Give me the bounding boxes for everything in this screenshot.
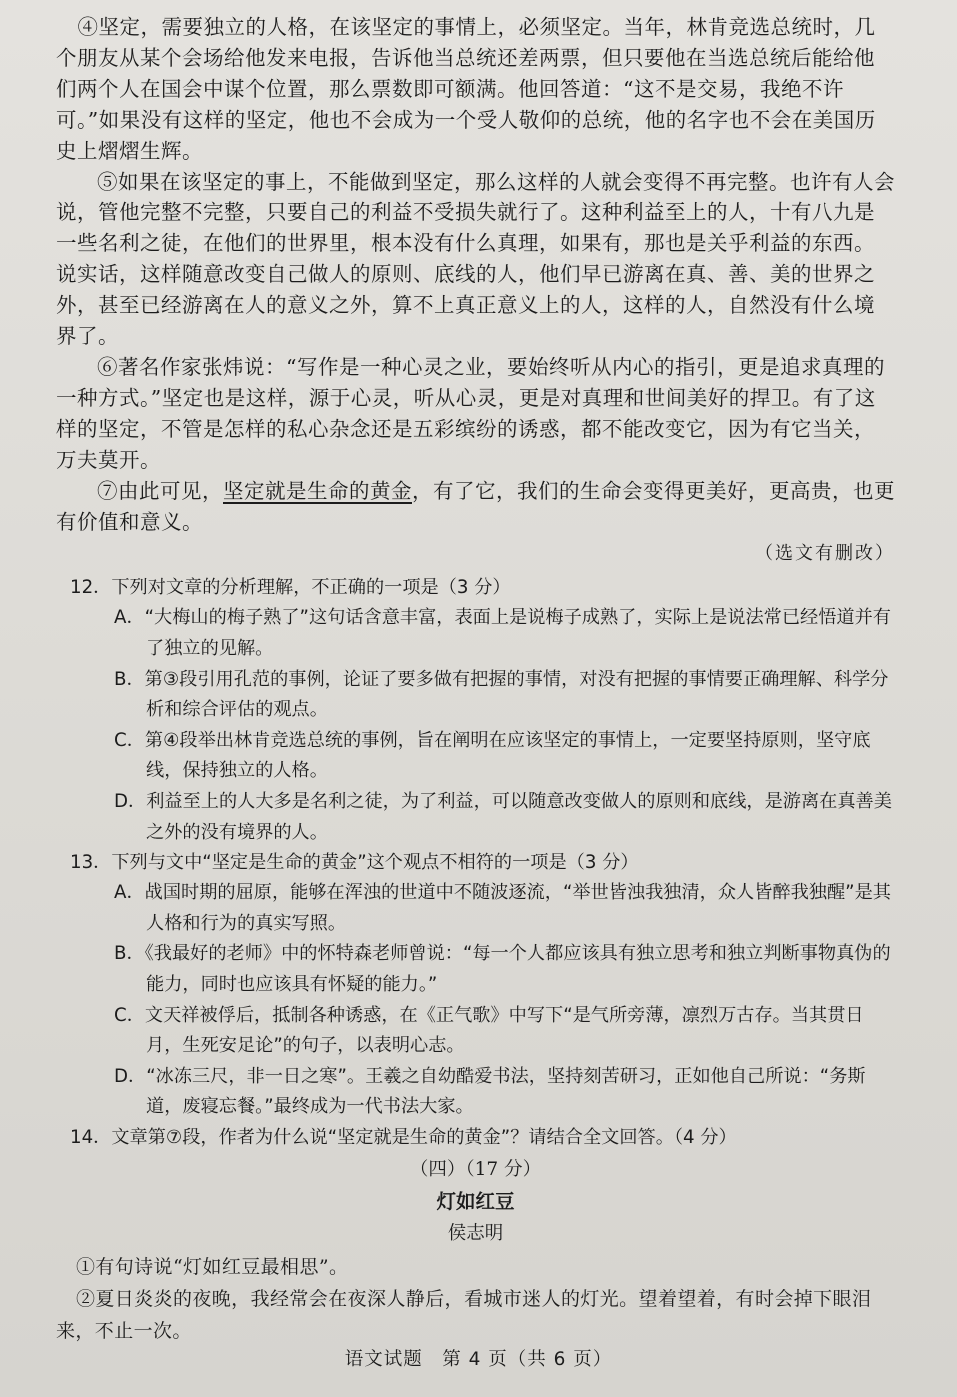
question-14: [56, 1123, 895, 1153]
section-heading: （四）（17 分）: [409, 1158, 542, 1180]
question-13-option-b: B．《我最好的老师》中的怀特森老师曾说：“每一个人都应该具有独立思考和独立判断事物真伪的能力，同时也应该具有怀疑的能力。”: [114, 943, 891, 995]
question-13-stem: 13．下列与文中“坚定是生命的黄金”这个观点不相符的一项是（3 分）: [70, 852, 639, 874]
paragraph-7-prefix: ⑦由此可见，: [97, 478, 223, 503]
article-title: 灯如红豆: [436, 1189, 515, 1213]
question-12-stem: 12．下列对文章的分析理解，不正确的一项是（3 分）: [70, 577, 511, 599]
underlined-key-phrase: 坚定就是生命的黄金: [223, 478, 412, 503]
next-reading-section: [56, 1155, 895, 1347]
passage-paragraph-7: [56, 476, 895, 538]
paragraph-7-suffix: ，有了它，我们的生命会变得更美好，更高贵，也更有价值和意义。: [56, 478, 895, 534]
question-12-option-d: D．利益至上的人大多是名利之徒，为了利益，可以随意改变做人的原则和底线，是游离在真善美之外的没有境界的人。: [114, 790, 892, 843]
question-12-option-b: B．第③段引用孔范的事例，论证了要多做有把握的事情，对没有把握的事情要正确理解、科学分析和综合评估的观点。: [114, 668, 889, 721]
passage-paragraph-6: ⑥著名作家张炜说：“写作是一种心灵之业，要始终听从内心的指引，更是追求真理的一种方式。”坚定也是这样，源于心灵，听从心灵，更是对真理和世间美好的捍卫。有了这样的坚定，不管是怎样的私心杂念还是五彩缤纷的诱惑，都不能改变它，因为有它当关，万夫莫开。: [56, 354, 885, 472]
question-list: [56, 573, 895, 1153]
page-footer: 语文试题 第 4 页（共 6 页）: [344, 1349, 613, 1370]
question-12-option-c: C．第④段举出林肯竞选总统的事例，旨在阐明在应该坚定的事情上，一定要坚持原则，坚守底线，保持独立的人格。: [114, 729, 871, 782]
passage-paragraph-4: ④坚定，需要独立的人格，在该坚定的事情上，必须坚定。当年，林肯竞选总统时，几个朋友从某个会场给他发来电报，告诉他当总统还差两票，但只要他在当选总统后能给他们两个人在国会中谋个位置，那么票数即可额满。他回答道：“这不是交易，我绝不许可。”如果没有这样的坚定，他也不会成为一个受人敬仰的总统，他的名字也不会在美国历史上熠熠生辉。: [56, 15, 876, 163]
question-13-option-d: D．“冰冻三尺，非一日之寒”。王羲之自幼酷爱书法，坚持刻苦研习，正如他自己所说：“务斯道，废寝忘餐。”最终成为一代书法大家。: [114, 1065, 866, 1118]
reading-passage: [56, 12, 895, 565]
article-paragraph-1: ①有句诗说“灯如红豆最相思”。: [75, 1255, 349, 1278]
question-12: [56, 573, 895, 848]
source-note: （选文有删改）: [755, 543, 895, 565]
passage-paragraph-5: ⑤如果在该坚定的事上，不能做到坚定，那么这样的人就会变得不再完整。也许有人会说，管他完整不完整，只要自己的利益不受损失就行了。这种利益至上的人，十有八九是一些名利之徒，在他们的世界里，根本没有什么真理，如果有，那也是关乎利益的东西。说实话，这样随意改变自己做人的原则、底线的人，他们早已游离在真、善、美的世界之外，甚至已经游离在人的意义之外，算不上真正意义上的人，这样的人，自然没有什么境界了。: [56, 169, 895, 349]
article-paragraph-2: ②夏日炎炎的夜晚，我经常会在夜深人静后，看城市迷人的灯光。望着望着，有时会掉下眼泪来，不止一次。: [56, 1287, 872, 1342]
question-13: [56, 848, 895, 1123]
question-12-option-a: A．“大梅山的梅子熟了”这句话含意丰富，表面上是说梅子成熟了，实际上是说法常已经悟道并有了独立的见解。: [114, 607, 891, 659]
question-13-option-c: C．文天祥被俘后，抵制各种诱惑，在《正气歌》中写下“是气所旁薄，凛烈万古存。当其贯日月，生死安足论”的句子，以表明心志。: [114, 1004, 864, 1057]
question-13-option-a: A．战国时期的屈原，能够在浑浊的世道中不随波逐流，“举世皆浊我独清，众人皆醉我独醒”是其人格和行为的真实写照。: [114, 882, 891, 934]
article-author: 侯志明: [447, 1222, 504, 1244]
question-14-stem: 14．文章第⑦段，作者为什么说“坚定就是生命的黄金”？请结合全文回答。（4 分）: [70, 1126, 737, 1148]
